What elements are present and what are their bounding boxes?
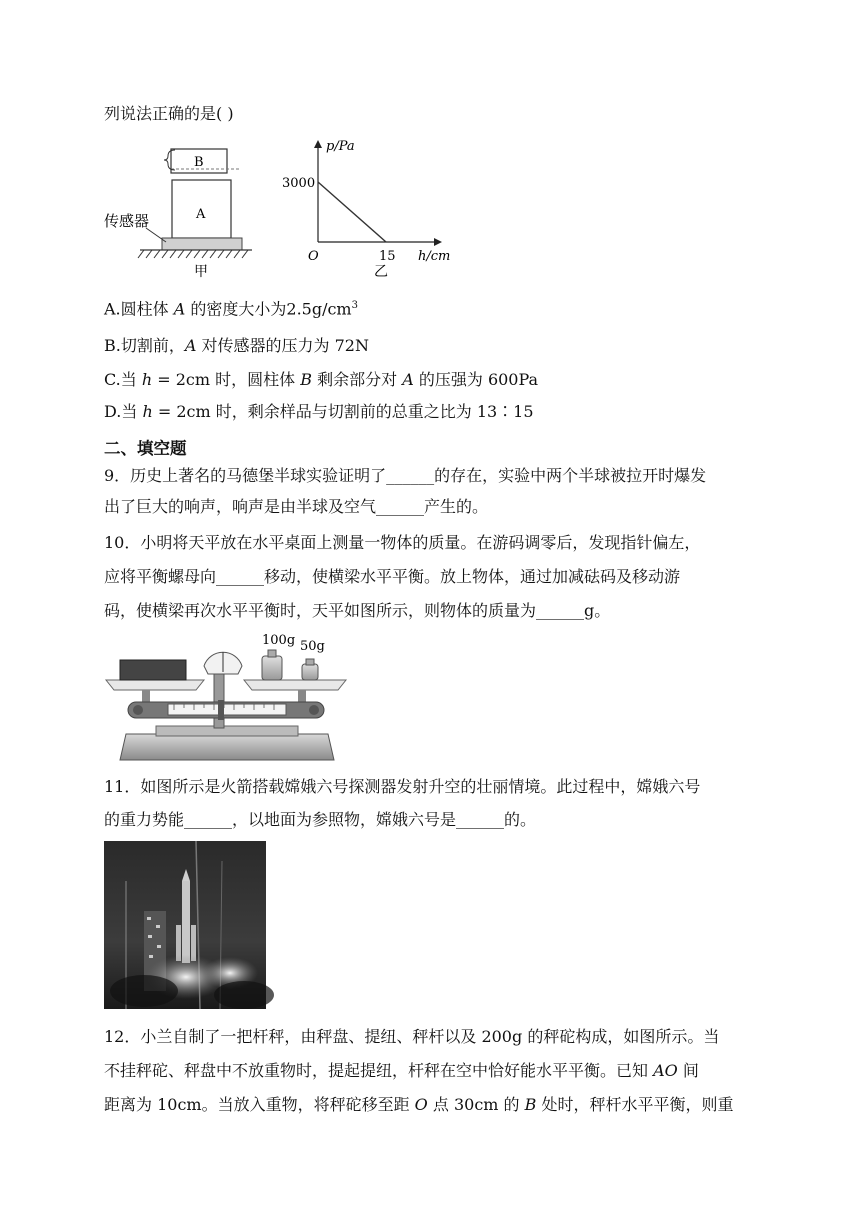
option-a: A.圆柱体 A 的密度大小为$2.5g/cm^3$ bbox=[104, 299, 358, 319]
y-tick-label: 3000 bbox=[282, 176, 316, 191]
sensor-label: 传感器 bbox=[104, 212, 150, 230]
q12-line1: 12．小兰自制了一把杆秤，由秤盘、提纽、秤杆以及 200g 的秤砣构成，如图所示。当 bbox=[104, 1027, 720, 1046]
block-a-label: A bbox=[196, 207, 206, 222]
q11-line2: 的重力势能______，以地面为参照物，嫦娥六号是______的。 bbox=[104, 810, 537, 829]
weight-50g bbox=[302, 664, 318, 680]
option-c: C.当 h = 2cm 时，圆柱体 B 剩余部分对 A 的压强为 600Pa bbox=[104, 370, 539, 389]
x-tick-label: 15 bbox=[379, 249, 396, 264]
q9-line2: 出了巨大的响声，响声是由半球及空气______产生的。 bbox=[104, 497, 489, 516]
pressure-line bbox=[318, 182, 386, 242]
q8-stem-tail: 列说法正确的是( ) bbox=[104, 104, 234, 123]
y-axis-label: p/Pa bbox=[326, 139, 355, 154]
x-axis-label: h/cm bbox=[418, 249, 451, 264]
rocket-body bbox=[182, 881, 190, 963]
object-block bbox=[120, 660, 186, 680]
q11-line1: 11．如图所示是火箭搭载嫦娥六号探测器发射升空的壮丽情境。此过程中，嫦娥六号 bbox=[104, 777, 701, 796]
weight-50g-label: 50g bbox=[300, 639, 325, 654]
section-title: 二、填空题 bbox=[104, 439, 187, 458]
q10-line3: 码，使横梁再次水平平衡时，天平如图所示，则物体的质量为______g。 bbox=[104, 601, 611, 620]
option-d: D.当 h = 2cm 时，剩余样品与切割前的总重之比为 13∶15 bbox=[104, 402, 534, 421]
weight-100g-label: 100g bbox=[262, 633, 296, 648]
figure-jia bbox=[100, 142, 260, 280]
q12-line3: 距离为 10cm。当放入重物，将秤砣移至距 O 点 30cm 的 B 处时，秤杆水平平衡，则重 bbox=[104, 1095, 734, 1114]
figure-yi bbox=[282, 138, 457, 280]
q10-line1: 10．小明将天平放在水平桌面上测量一物体的质量。在游码调零后，发现指针偏左， bbox=[104, 533, 701, 552]
sensor-pointer bbox=[146, 228, 166, 242]
option-b: B.切割前，A 对传感器的压力为 72N bbox=[104, 336, 369, 355]
origin-label: O bbox=[308, 249, 319, 264]
weight-100g bbox=[262, 656, 282, 680]
q9-line1: 9．历史上著名的马德堡半球实验证明了______的存在，实验中两个半球被拉开时爆发 bbox=[104, 466, 707, 485]
balance-figure bbox=[102, 628, 352, 763]
caption-jia: 甲 bbox=[194, 264, 208, 280]
q12-line2: 不挂秤砣、秤盘中不放重物时，提起提纽，杆秤在空中恰好能水平平衡。已知 AO 间 bbox=[104, 1061, 699, 1080]
rocket-launch-photo bbox=[104, 841, 266, 1009]
q10-line2: 应将平衡螺母向______移动，使横梁水平平衡。放上物体，通过加减砝码及移动游 bbox=[104, 567, 681, 586]
sensor bbox=[162, 238, 242, 250]
block-b-label: B bbox=[194, 155, 204, 170]
caption-yi: 乙 bbox=[374, 264, 388, 280]
